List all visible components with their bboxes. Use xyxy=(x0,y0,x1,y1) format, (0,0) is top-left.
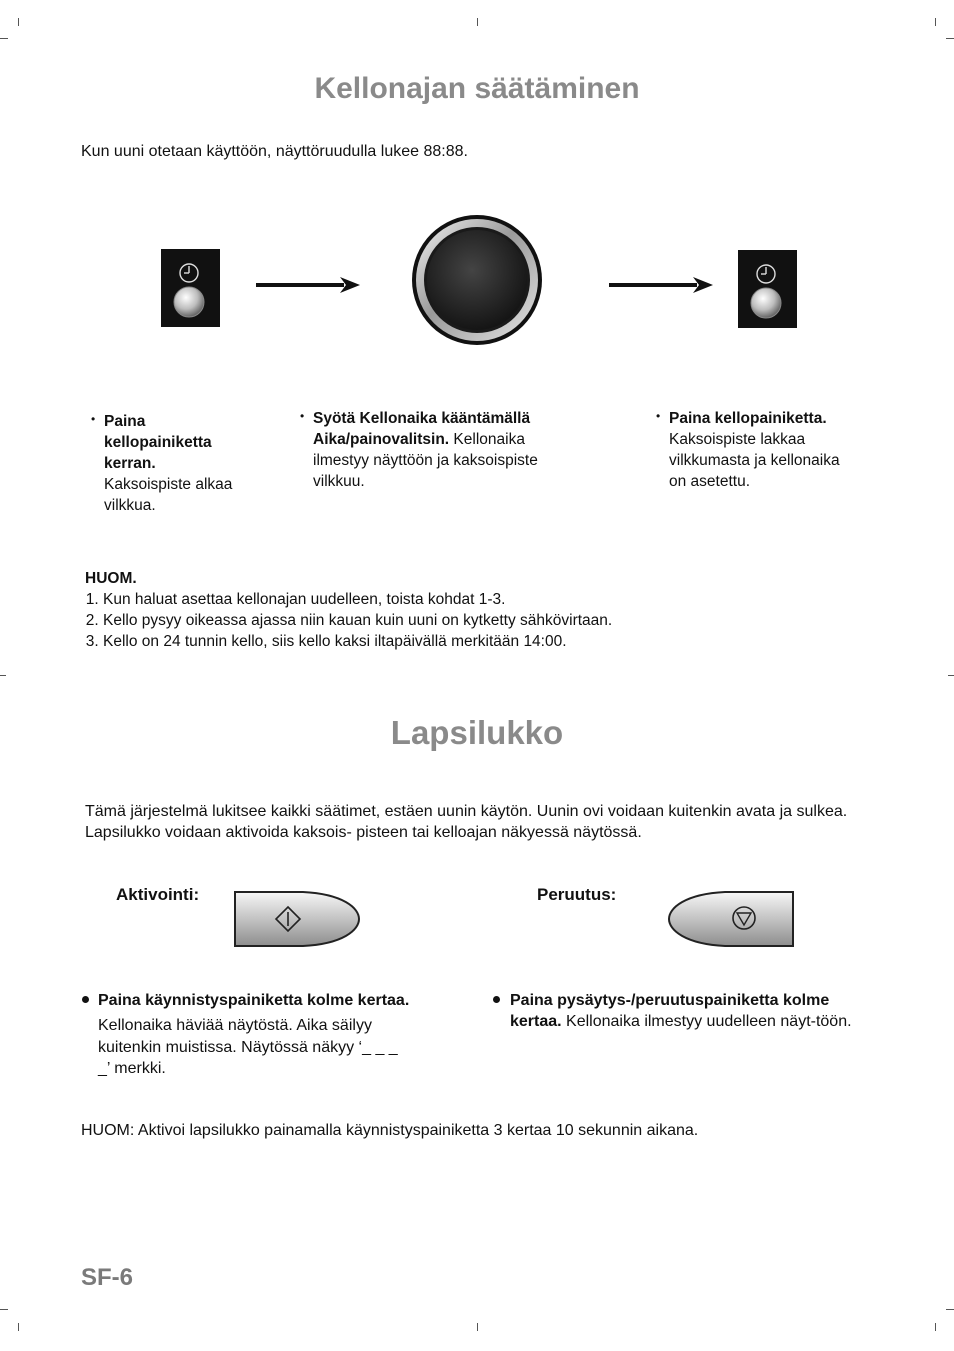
step-1-bold: Paina kellopainiketta kerran. xyxy=(104,413,212,472)
crop-mark xyxy=(948,675,954,676)
arrow-right-icon xyxy=(609,277,715,293)
crop-mark xyxy=(477,1323,478,1331)
step-2-text: Kellonaika ilmestyy näyttöön ja kaksoispiste vilkkuu. xyxy=(313,431,538,490)
arrow-right-icon xyxy=(256,277,362,293)
activate-instruction-text: Kellonaika häviää näytöstä. Aika säilyy kuitenkin muistissa. Näytössä näkyy ‘_ _ _ _’ merkki. xyxy=(98,1017,398,1077)
crop-mark xyxy=(946,38,954,39)
dial-knob-icon xyxy=(410,213,544,347)
notes-list xyxy=(85,589,865,652)
crop-mark xyxy=(0,675,6,676)
note-item: 2. Kello pysyy oikeassa ajassa niin kauan kuin uuni on kytketty sähkövirtaan. xyxy=(103,610,865,631)
cancel-instruction-text: Kellonaika ilmestyy uudelleen näyt-töön. xyxy=(566,1013,852,1030)
step-1-text: Kaksoispiste alkaa vilkkua. xyxy=(104,476,233,514)
bullet xyxy=(493,996,500,1003)
crop-mark xyxy=(18,18,19,26)
crop-mark xyxy=(0,1309,8,1310)
bullet: • xyxy=(656,409,661,423)
crop-mark xyxy=(0,38,8,39)
crop-mark xyxy=(18,1323,19,1331)
step-3-bold: Paina kellopainiketta. xyxy=(669,410,827,427)
clock-button-icon xyxy=(738,250,797,328)
note-item: 3. Kello on 24 tunnin kello, siis kello kaksi iltapäivällä merkitään 14:00. xyxy=(103,631,865,652)
crop-mark xyxy=(935,1323,936,1331)
bullet: • xyxy=(91,412,96,426)
cancel-instruction xyxy=(510,990,865,1032)
step-1 xyxy=(91,411,266,516)
crop-mark xyxy=(477,18,478,26)
child-lock-intro: Tämä järjestelmä lukitsee kaikki säätimet, estäen uunin käytön. Uunin ovi voidaan kuitenkin avata ja sulkea. Lapsilukko voidaan aktivoida kaksois- pisteen tai kelloajan näkyessä näytössä. xyxy=(85,803,848,841)
notes-title: HUOM. xyxy=(85,570,137,587)
section-title-clock: Kellonajan säätäminen xyxy=(314,72,640,105)
start-button-icon xyxy=(233,890,361,948)
step-3-text: Kaksoispiste lakkaa vilkkumasta ja kellonaika on asetettu. xyxy=(669,431,840,490)
cancel-instruction-bold: Paina pysäytys-/peruutuspainiketta kolme kertaa. xyxy=(510,992,830,1030)
section-title-child-lock: Lapsilukko xyxy=(390,714,564,751)
stop-button-icon xyxy=(667,890,795,948)
crop-mark xyxy=(935,18,936,26)
cancel-label: Peruutus: xyxy=(537,885,617,904)
step-3 xyxy=(656,408,856,492)
activate-instruction-bold: Paina käynnistyspainiketta kolme kertaa. xyxy=(98,992,410,1009)
activate-label: Aktivointi: xyxy=(116,885,200,904)
clock-button-icon xyxy=(161,249,220,327)
step-2-bold: Syötä Kellonaika kääntämällä Aika/painovalitsin. xyxy=(313,410,531,448)
step-2 xyxy=(300,408,570,492)
note-item: 1. Kun haluat asettaa kellonajan uudelleen, toista kohdat 1-3. xyxy=(103,589,865,610)
child-lock-note: HUOM: Aktivoi lapsilukko painamalla käynnistyspainiketta 3 kertaa 10 sekunnin aikana. xyxy=(81,1122,699,1139)
page-number: SF-6 xyxy=(81,1264,134,1291)
clock-intro: Kun uuni otetaan käyttöön, näyttöruudulla lukee 88:88. xyxy=(81,143,468,160)
crop-mark xyxy=(946,1309,954,1310)
bullet xyxy=(82,996,89,1003)
bullet: • xyxy=(300,409,305,423)
